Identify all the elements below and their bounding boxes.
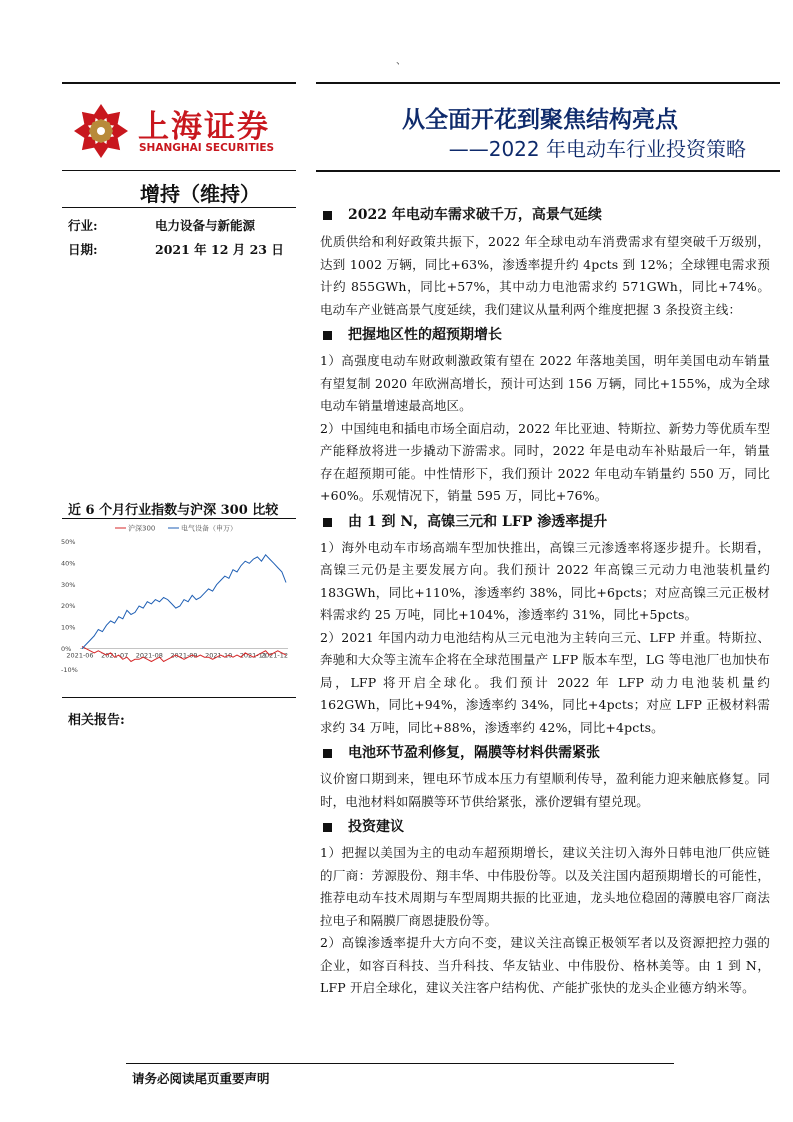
x-tick-label: 2021-09 bbox=[170, 651, 198, 660]
y-tick-label: 40% bbox=[61, 559, 76, 568]
footer-rule bbox=[126, 1063, 674, 1064]
legend-label-electrical: 电气设备（申万） bbox=[181, 524, 237, 533]
section-paragraph: 1）海外电动车市场高端车型加快推出，高镍三元渗透率将逐步提升。长期看，高镍三元仍是主要发展方向。我们预计 2022 年高镍三元动力电池装机量约 183GWh，同比+110%，渗透率约 38%，同比+6pcts；对应高镍三元正极材料需求约 25 万吨，同比+104%，渗透率约 31%，同比+5pcts。 bbox=[320, 539, 770, 622]
chart-svg bbox=[60, 516, 295, 686]
x-tick-label: 2021-08 bbox=[135, 651, 163, 660]
report-title: 从全面开花到聚焦结构亮点 bbox=[402, 107, 678, 133]
left-top-rule bbox=[62, 82, 296, 84]
section-paragraph: 1）高强度电动车财政刺激政策有望在 2022 年落地美国，明年美国电动车销量有望复制 2020 年欧洲高增长，预计可达到 156 万辆，同比+155%，成为全球电动车销量增速最高地区。 bbox=[320, 353, 770, 413]
company-logo bbox=[72, 100, 292, 162]
x-tick-label: 2021-07 bbox=[101, 651, 129, 660]
x-tick-label: 2021-10 bbox=[205, 651, 233, 660]
right-top-rule bbox=[316, 82, 780, 84]
date-label: 日期: bbox=[68, 242, 98, 257]
logo-emblem-icon bbox=[72, 102, 130, 160]
section-heading-text: 把握地区性的超预期增长 bbox=[348, 327, 502, 343]
index-comparison-chart bbox=[60, 516, 295, 686]
rating-rule bbox=[62, 207, 296, 208]
chart-title: 近 6 个月行业指数与沪深 300 比较 bbox=[68, 503, 279, 518]
section-paragraph: 2）2021 年国内动力电池结构从三元电池为主转向三元、LFP 并重。特斯拉、奔驰和大众等主流车企将在全球范围量产 LFP 版本车型，LG 等电池厂也加快布局，LFP 将开启全球化。我们预计 2022 年 LFP 动力电池装机量约 162GWh，同比+94%，渗透率约 34%，同比+4pcts；对应 LFP 正极材料需求约 34 万吨，同比+88%，渗透率约 42%，同比+4pcts。 bbox=[320, 629, 770, 735]
rating-label: 增持（维持） bbox=[140, 182, 260, 206]
y-tick-label: 30% bbox=[61, 580, 76, 589]
right-header-rule bbox=[316, 170, 780, 172]
date-value: 2021 年 12 月 23 日 bbox=[155, 242, 284, 257]
y-tick-label: 0% bbox=[61, 644, 72, 653]
disclaimer-notice: 请务必阅读尾页重要声明 bbox=[132, 1071, 270, 1086]
y-tick-label: 20% bbox=[61, 602, 76, 611]
section-paragraph: 2）高镍渗透率提升大方向不变，建议关注高镍正极领军者以及资源把控力强的企业，如容百科技、当升科技、华友钴业、中伟股份、格林美等。由 1 到 N，LFP 开启全球化，建议关注客户结构优、产能扩张快的龙头企业德方纳米等。 bbox=[320, 935, 770, 995]
section-paragraph: 议价窗口期到来，锂电环节成本压力有望顺利传导，盈利能力迎来触底修复。同时，电池材料如隔膜等环节供给紧张，涨价逻辑有望兑现。 bbox=[320, 771, 770, 809]
industry-label: 行业: bbox=[68, 218, 98, 233]
x-tick-label: 2021-11 bbox=[239, 651, 267, 660]
series-line-electrical bbox=[82, 555, 286, 649]
x-tick-label: 2021-12 bbox=[260, 651, 288, 660]
stray-mark: 、 bbox=[396, 56, 406, 67]
logo-text-en: SHANGHAI SECURITIES bbox=[139, 142, 275, 154]
section-heading-investment-advice bbox=[320, 817, 770, 837]
y-tick-label: 10% bbox=[61, 623, 76, 632]
y-tick-label: 50% bbox=[61, 538, 76, 547]
section-heading-regional-growth bbox=[320, 325, 770, 345]
chart-bottom-rule bbox=[62, 697, 296, 698]
square-bullet-icon bbox=[323, 331, 332, 340]
square-bullet-icon bbox=[323, 823, 332, 832]
logo-text-cn: 上海证券 bbox=[138, 109, 270, 145]
section-heading-penetration bbox=[320, 512, 770, 532]
section-heading-text: 由 1 到 N，高镍三元和 LFP 渗透率提升 bbox=[348, 513, 608, 530]
related-reports-label: 相关报告: bbox=[68, 713, 125, 728]
section-heading-text: 2022 年电动车需求破千万，高景气延续 bbox=[348, 207, 602, 223]
section-paragraph: 1）把握以美国为主的电动车超预期增长，建议关注切入海外日韩电池厂供应链的厂商：芳源股份、翔丰华、中伟股份等。以及关注国内超预期增长的可能性，推荐电动车技术周期与车型周期共振的比亚迪，龙头地位稳固的薄膜电容厂商法拉电子和隔膜厂商恩捷股份等。 bbox=[320, 845, 770, 928]
section-heading-battery-profit bbox=[320, 743, 770, 763]
section-heading-demand bbox=[320, 205, 770, 225]
x-tick-label: 2021-06 bbox=[66, 651, 94, 660]
y-tick-label: -10% bbox=[61, 666, 78, 675]
section-paragraph: 2）中国纯电和插电市场全面启动，2022 年比亚迪、特斯拉、新势力等优质车型产能释放将进一步撬动下游需求。同时，2022 年是电动车补贴最后一年，销量存在超预期可能。中性情形下，我们预计 2022 年电动车销量约 550 万，同比+60%。乐观情况下，销量 595 万，同比+76%。 bbox=[320, 420, 770, 503]
industry-value: 电力设备与新能源 bbox=[155, 218, 256, 233]
section-heading-text: 电池环节盈利修复，隔膜等材料供需紧张 bbox=[348, 745, 600, 761]
section-heading-text: 投资建议 bbox=[348, 819, 404, 835]
section-paragraph: 优质供给和利好政策共振下，2022 年全球电动车消费需求有望突破千万级别，达到 1002 万辆，同比+63%，渗透率提升约 4pcts 到 12%；全球锂电需求预计约 855GWh，同比+57%，其中动力电池需求约 571GWh，同比+74%。电动车产业链高景气度延续，我们建议从量利两个维度把握 3 条投资主线： bbox=[320, 234, 770, 317]
legend-label-hs300: 沪深300 bbox=[128, 524, 156, 533]
square-bullet-icon bbox=[323, 518, 332, 527]
square-bullet-icon bbox=[323, 211, 332, 220]
square-bullet-icon bbox=[323, 749, 332, 758]
report-subtitle: ——2022 年电动车行业投资策略 bbox=[448, 137, 746, 161]
left-header-rule bbox=[62, 170, 296, 171]
report-summary bbox=[320, 205, 770, 1000]
